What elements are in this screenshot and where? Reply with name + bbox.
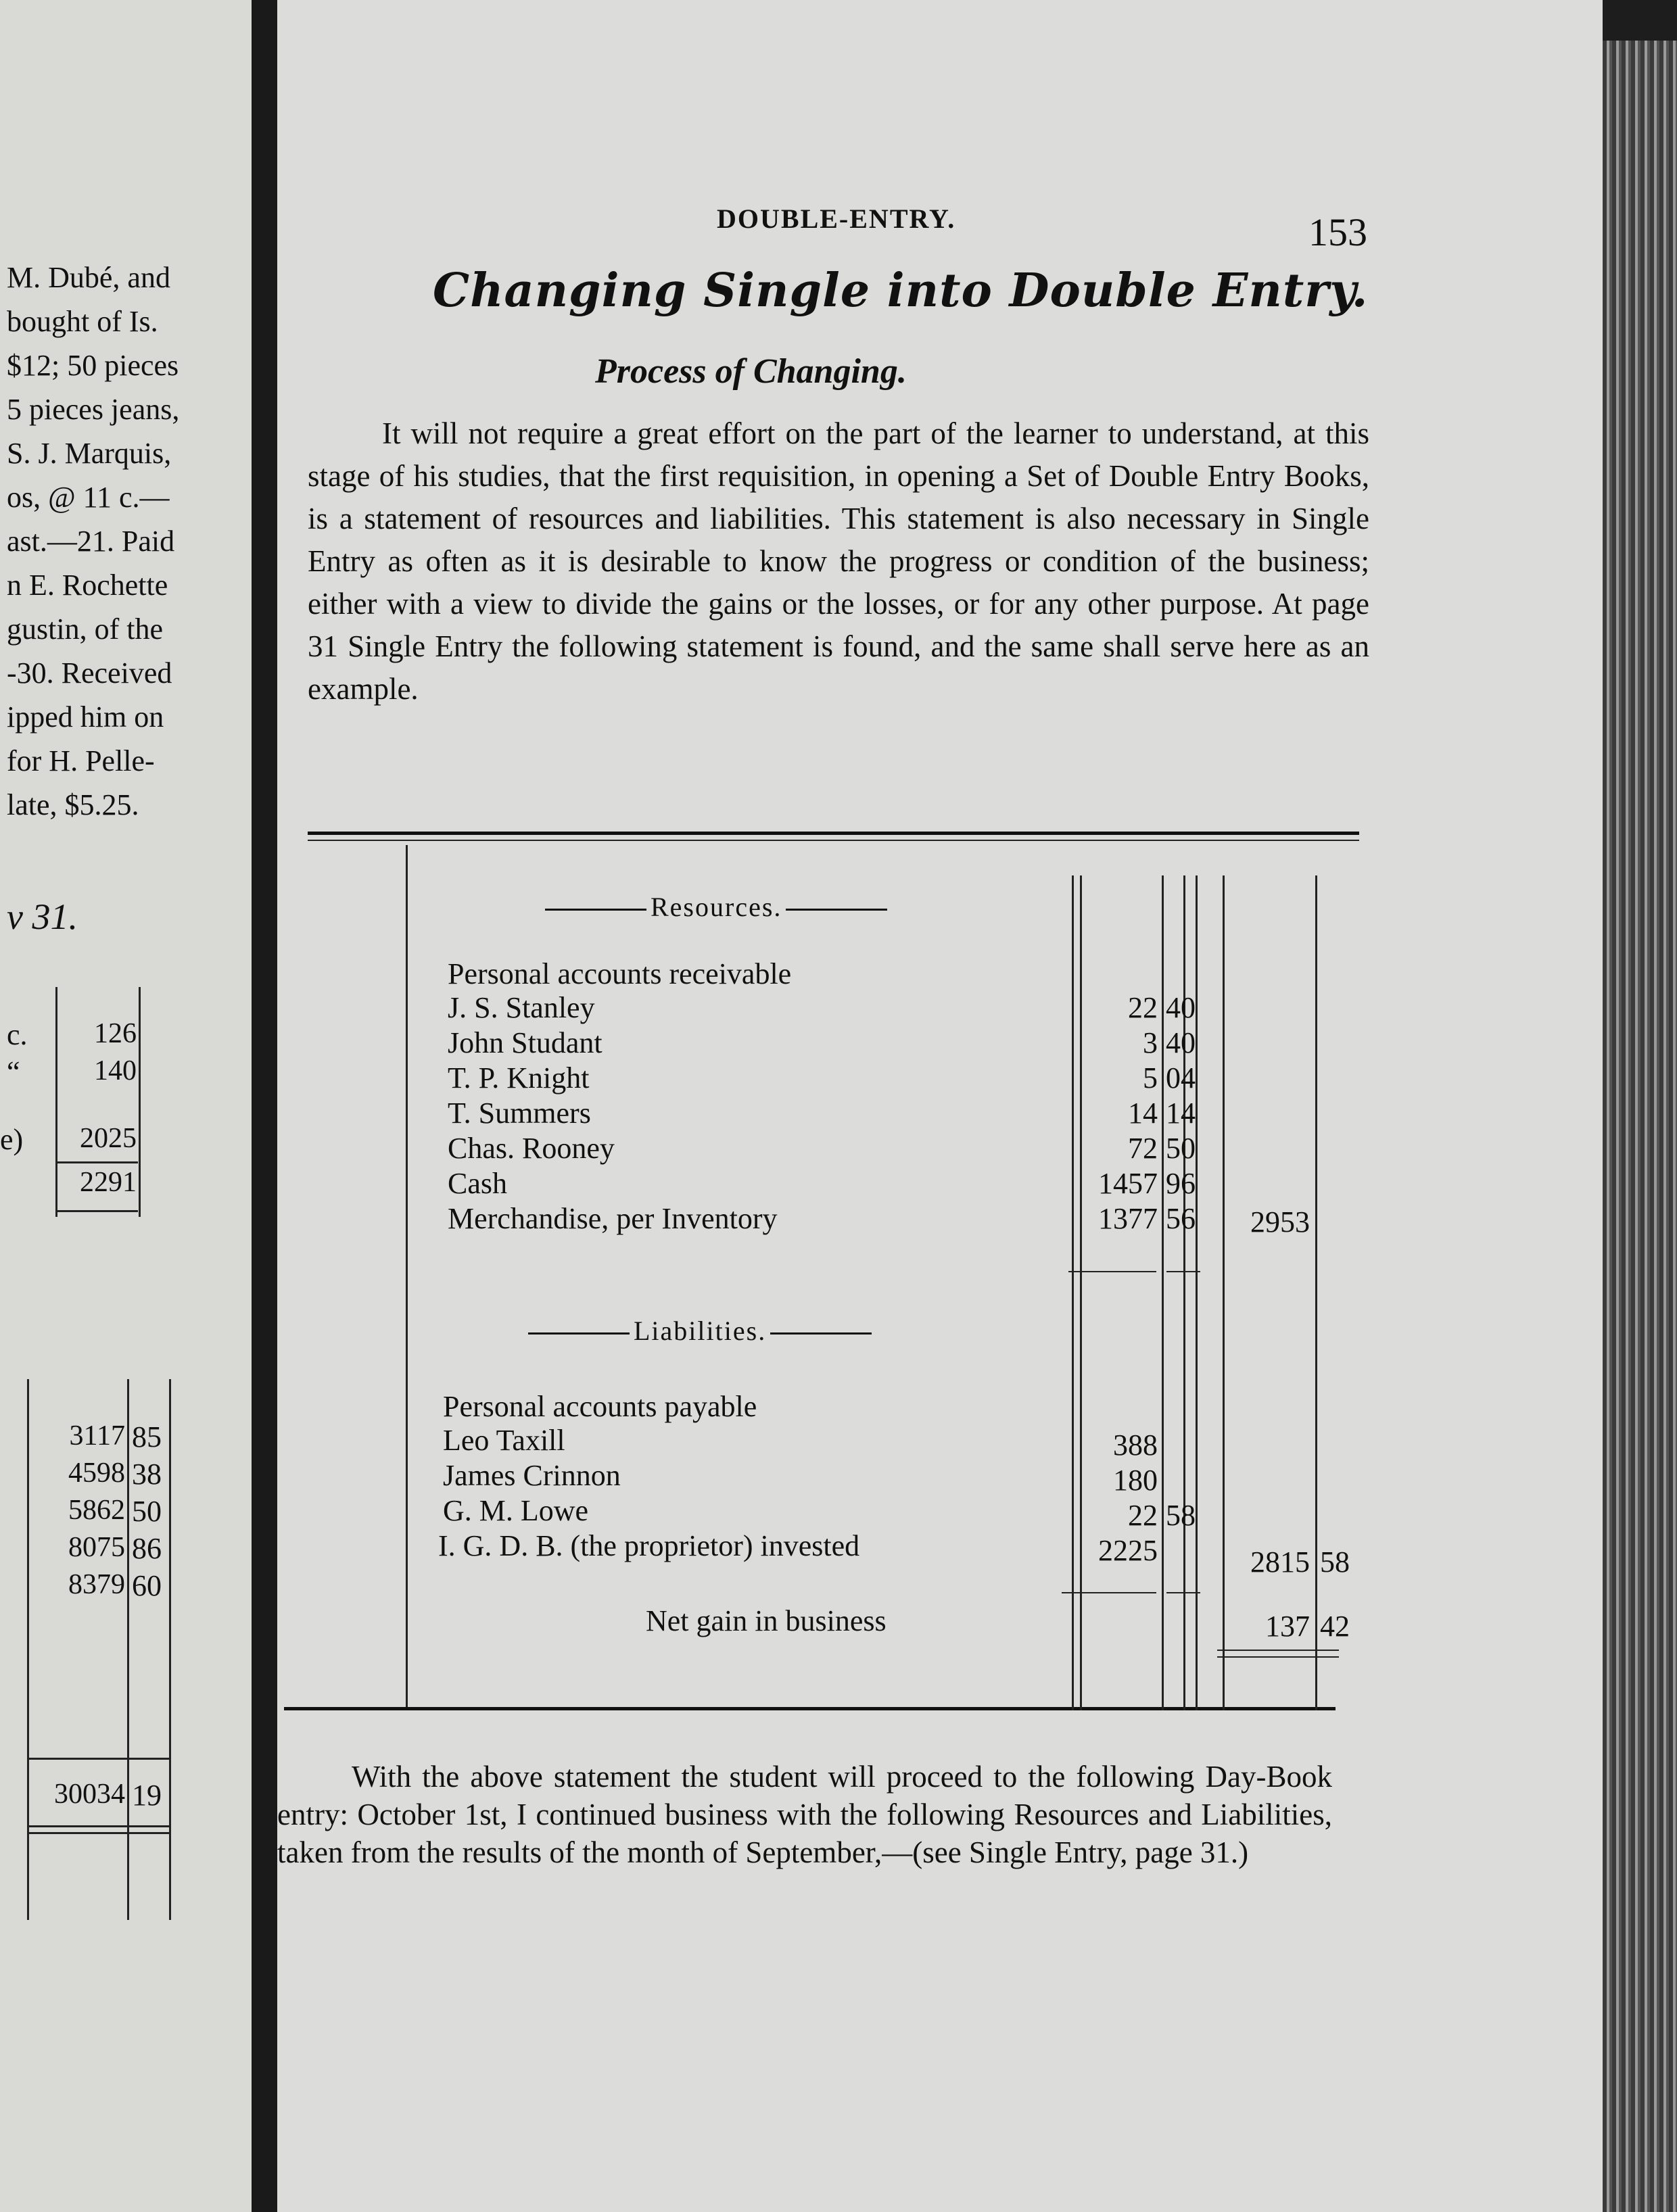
facing-page-line: -30. Received [7,656,172,690]
ledger-dollars: 5862 [68,1495,125,1526]
resource-dollars: 72 [1128,1132,1158,1165]
page-title: Changing Single into Double Entry. [433,264,1369,318]
ledger-dollars: 8075 [68,1532,125,1563]
net-gain-label: Net gain in business [646,1604,887,1637]
facing-page-line: gustin, of the [7,612,163,646]
sum-rule [1062,1592,1156,1593]
resource-name: Merchandise, per Inventory [448,1202,778,1235]
table-top-rule [308,840,1359,841]
liability-name: Leo Taxill [443,1424,565,1457]
net-gain-dollars: 137 [1265,1610,1310,1643]
table-bottom-rule [284,1707,1336,1710]
total-column-rule [1223,875,1225,1710]
resource-name: T. P. Knight [448,1061,590,1095]
inventory-label: e) [0,1123,24,1156]
resource-cents: 96 [1166,1167,1196,1200]
total-cents-rule [1315,875,1317,1710]
column-rule [127,1379,129,1920]
facing-page-line: bought of Is. [7,305,158,338]
intro-paragraph: It will not require a great effort on the part of the learner to understand, at this stage of his studies, that the first requisition, in opening a Set of Double Entry Books, is a statement of resources and liabilities. This statement is also necessary in Single Entry as often as it is desirable to know the progress or condition of the business; either with a view to divide the gains or the losses, or for any other purpose. At page 31 Single Entry the following statement is found, and the same shall serve here as an example. [308,416,1369,706]
column-rule [139,987,141,1217]
resource-name: Chas. Rooney [448,1132,615,1165]
resource-dollars: 22 [1128,991,1158,1024]
liability-name: G. M. Lowe [443,1494,589,1527]
sum-rule [1217,1656,1339,1658]
resource-cents: 14 [1166,1097,1196,1130]
resource-name: Cash [448,1167,507,1200]
sum-rule [28,1758,169,1760]
liabilities-total-cents: 58 [1320,1545,1350,1579]
facing-page-line: $12; 50 pieces [7,349,179,382]
liability-cents: 58 [1166,1499,1196,1532]
net-gain-cents: 42 [1320,1610,1350,1643]
liability-dollars: 180 [1113,1464,1158,1497]
sum-rule [28,1832,169,1834]
table-top-rule [308,832,1359,835]
dollars-column-rule [1072,875,1074,1710]
ledger-dollars: 8379 [68,1569,125,1600]
ledger-cents: 86 [132,1532,162,1565]
sum-rule [1217,1650,1339,1651]
facing-page-line: os, @ 11 c.— [7,481,170,514]
facing-page-line: ipped him on [7,700,164,734]
facing-page-line: M. Dubé, and [7,261,170,294]
receivable-group-label: Personal accounts receivable [448,957,792,990]
liability-dollars: 22 [1128,1499,1158,1532]
resource-cents: 40 [1166,1026,1196,1059]
ledger-cents: 38 [132,1458,162,1491]
resource-cents: 40 [1166,991,1196,1024]
ledger-total-dollars: 30034 [54,1779,125,1810]
resources-heading: Resources. [541,891,891,923]
facing-page-line: for H. Pelle- [7,744,155,777]
ledger-dollars: 4598 [68,1458,125,1489]
facing-page-line: ast.—21. Paid [7,525,175,558]
liability-dollars: 388 [1113,1428,1158,1462]
inventory-value: 140 [94,1055,137,1086]
sum-rule [1166,1592,1200,1593]
facing-page-line: 5 pieces jeans, [7,393,180,426]
resource-cents: 56 [1166,1202,1196,1235]
facing-page-line: n E. Rochette [7,569,168,602]
liability-name: I. G. D. B. (the proprietor) invested [438,1529,860,1562]
table-left-rule [406,845,408,1707]
resources-total: 2953 [1250,1205,1310,1239]
resource-dollars: 3 [1143,1026,1158,1059]
sum-rule [1166,1271,1200,1272]
inventory-label: “ [7,1055,20,1088]
liabilities-heading: Liabilities. [524,1315,876,1347]
page-stack-edge [1603,41,1677,2212]
inventory-value: 126 [94,1018,137,1049]
book-gutter [252,0,277,2212]
payable-group-label: Personal accounts payable [443,1390,757,1423]
resource-cents: 04 [1166,1061,1196,1095]
resource-dollars: 1457 [1098,1167,1158,1200]
resource-name: John Studant [448,1026,603,1059]
inventory-value: 2025 [80,1123,137,1154]
ledger-cents: 50 [132,1495,162,1528]
column-rule [55,987,57,1217]
facing-page-heading: v 31. [7,896,78,937]
inventory-total: 2291 [80,1167,137,1198]
inner-total-rule [1196,875,1198,1710]
resource-name: T. Summers [448,1097,591,1130]
resource-dollars: 5 [1143,1061,1158,1095]
ledger-dollars: 3117 [69,1420,125,1451]
resource-dollars: 14 [1128,1097,1158,1130]
inventory-label: c. [7,1018,28,1051]
ledger-total-cents: 19 [132,1779,162,1812]
column-rule [27,1379,29,1920]
resource-dollars: 1377 [1098,1202,1158,1235]
liability-name: James Crinnon [443,1459,621,1492]
liability-dollars: 2225 [1098,1534,1158,1567]
facing-page-line: S. J. Marquis, [7,437,172,470]
facing-page [0,0,252,2212]
facing-page-line: late, $5.25. [7,788,139,821]
resource-cents: 50 [1166,1132,1196,1165]
sum-rule [57,1210,138,1212]
cents-column-rule [1162,875,1164,1710]
liabilities-total: 2815 [1250,1545,1310,1579]
page-number: 153 [1308,210,1367,254]
section-subtitle: Process of Changing. [595,352,907,391]
running-head: DOUBLE-ENTRY. [717,203,956,234]
column-rule [169,1379,171,1920]
resource-name: J. S. Stanley [448,991,595,1024]
ledger-cents: 85 [132,1420,162,1453]
sum-rule [1068,1271,1156,1272]
ledger-cents: 60 [132,1569,162,1602]
sum-rule [28,1825,169,1827]
sum-rule [57,1161,138,1163]
closing-paragraph: With the above statement the student will proceed to the following Day-Book entry: October 1st, I continued business with the following Resources and Liabilities, taken from the results of the month of September,—(see Single Entry, page 31.) [277,1760,1332,1869]
